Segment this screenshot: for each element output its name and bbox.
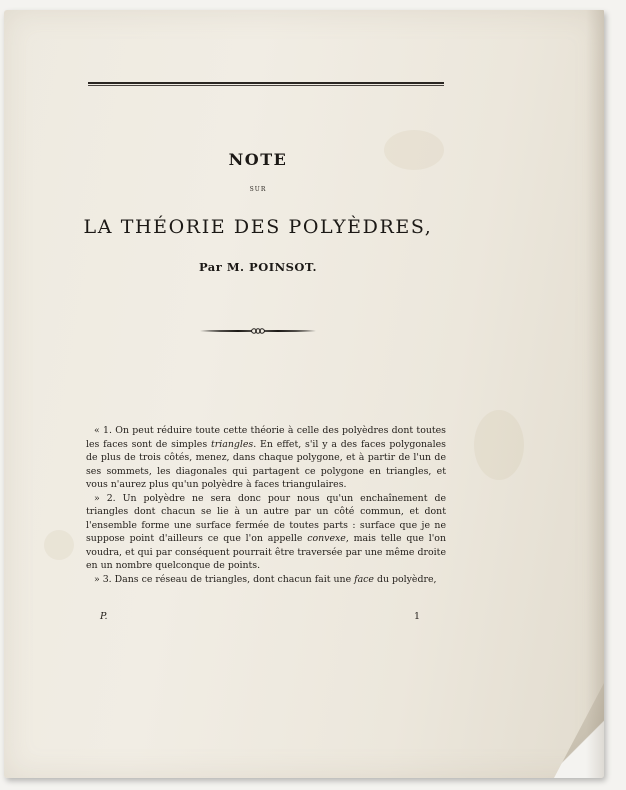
- title-note: NOTE: [228, 150, 288, 169]
- document-page: [4, 10, 604, 778]
- folded-corner: [554, 683, 604, 778]
- paragraph-1: « 1. On peut réduire toute cette théorie à celle des polyèdres dont toutes les faces sont de simples triangles. En effet, s'il y a des faces polygonales de plus de trois côtés, menez, dans chaque polygone, et à partir de l'un de ses sommets, les diagonales qui partagent ce polygone en triangles, et vous n'aurez plus qu'un polyèdre à faces triangulaires.: [86, 425, 446, 490]
- page-footer: [100, 611, 420, 622]
- paper-stain: [474, 410, 524, 480]
- page-title: LA THÉORIE DES POLYÈDRES,: [83, 216, 433, 238]
- top-double-rule: [88, 82, 444, 84]
- page-number: 1: [413, 611, 420, 622]
- paragraph-2: » 2. Un polyèdre ne sera donc pour nous qu'un enchaînement de triangles dont chacun se lie à un autre par un côté commun, et dont l'ensemble forme une surface fermée de toutes parts : surface que je ne suppose point d'ailleurs ce que l'on appelle convexe, mais telle que l'on voudra, et qui par conséquent pourrait être traversée par une même droite en un nombre quelconque de points.: [86, 492, 446, 571]
- ornament-divider-icon: [200, 326, 316, 336]
- title-sur: SUR: [249, 186, 267, 193]
- paragraph-3: » 3. Dans ce réseau de triangles, dont chacun fait une face du polyèdre,: [94, 573, 437, 585]
- signature-mark: P.: [100, 611, 108, 622]
- body-text: [86, 424, 446, 586]
- paper-stain: [44, 530, 74, 560]
- author-line: Par M. POINSOT.: [198, 260, 318, 274]
